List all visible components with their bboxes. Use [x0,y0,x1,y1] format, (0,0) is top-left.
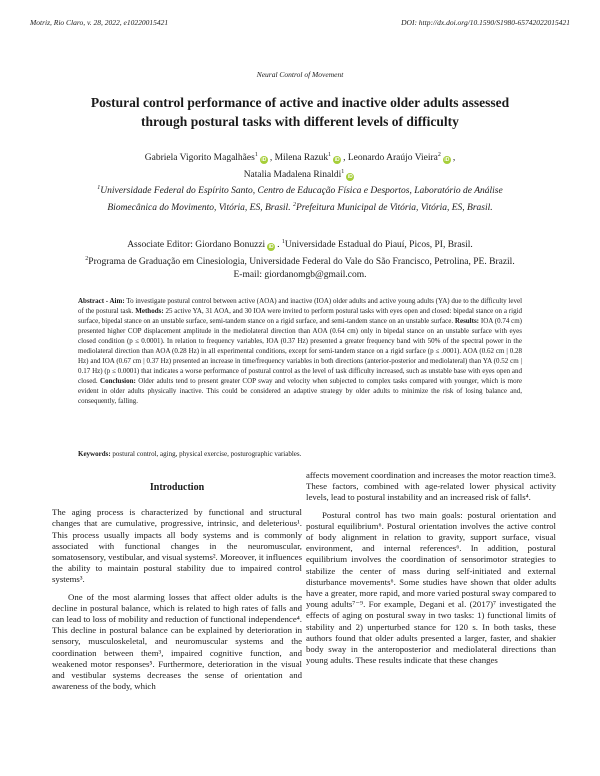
associate-editor: Associate Editor: Giordano Bonuzzi iD . $^1$Universidade Estadual do Piauí, Picos, PI, Brasil. $^2$Programa de Graduação em Cinesiologia, Universidade Federal do Vale do São Francisco, Petrolina, PE. Brazil. E-mail: giordanomgb@gmail.com. [85,239,515,281]
abstract-conclusion: Older adults tend to present greater COP sway and velocity when subjected to complex tasks compared with younger, which is more evident in older adults physically inactive. This could be considered an adaptive strategy by older adults to minimize the risk of losing balance and, consequently, falling. [78,377,523,405]
body-column-right [306,470,556,666]
orcid-icon[interactable]: iD [347,174,353,181]
affiliation-2: Prefeitura Municipal de Vitória, Vitória, ES, Brasil. [295,202,493,213]
author-name: Gabriela Vigorito Magalhães [144,153,255,164]
section-heading-introduction: Introduction [149,482,205,493]
orcid-icon[interactable]: iD [261,157,267,164]
abstract-aim-label: Abstract - Aim: [78,297,125,305]
abstract-results-label: Results: [454,317,480,325]
section-label: Neural Control of Movement [256,70,344,79]
author-name: Leonardo Araújo Vieira [347,153,438,164]
affiliation-1: Universidade Federal do Espírito Santo, Centro de Educação Física e Desportos, Laboratório de Análise Biomecânica do Movimento, Vitória, ES, Brasil. [100,186,503,213]
paper-title: Postural control performance of active and inactive older adults assessed through postural tasks with different levels of difficulty [90,95,510,129]
author-name: Natalia Madalena Rinaldi [243,170,342,181]
paragraph: affects movement coordination and increases the motor reaction time3. These factors, combined with age-related lower physical activity levels, lead to postural instability and an increased risk of falls⁴. [306,470,556,503]
editor-affiliation-2: Programa de Graduação em Cinesiologia, Universidade Federal do Vale do São Francisco, Petrolina, PE. Brazil. E-mail: giordanomgb@gmail.com. [88,256,515,281]
affiliation-mark: 2 [292,201,296,208]
body-column-left [52,470,302,692]
author-list: Gabriela Vigorito Magalhães$^1$iD , Milena Razuk$^1$iD , Leonardo Araújo Vieira$^2$iD , Natalia Madalena Rinaldi$^1$iD [144,152,456,181]
orcid-icon[interactable]: iD [268,244,274,251]
keywords-label: Keywords: [78,450,111,458]
paragraph: The aging process is characterized by functional and structural changes that are cumulative, progressive, intrinsic, and deleterious¹. This process usually impacts all body systems and is commonly associated with functional changes in the neuromuscular, somatosensory, vestibular, and visual systems². Moreover, it influences the ability to maintain postural stability due to impaired control systems³. [52,507,302,585]
editor-affiliation-1: Universidade Estadual do Piauí, Picos, PI, Brasil. [284,240,473,251]
keywords [78,449,522,459]
affiliations [80,182,520,215]
author-affiliation-mark: 1 [341,169,345,176]
paragraph: One of the most alarming losses that affect older adults is the decline in postural balance, which is related to high rates of falls and can lead to loss of mobility and reduction of functional independence⁴. This decline in postural balance can be explained by deterioration in sensory, musculoskeletal, and neuromuscular systems and the coordination between them³, impaired cognitive function, and weakened motor responses⁵. Furthermore, deterioration in the visual and vestibular systems decreases the sense of orientation and awareness of the body, which [52,591,302,692]
orcid-icon[interactable]: iD [334,157,340,164]
abstract-conclusion-label: Conclusion: [100,377,136,385]
running-header [30,18,570,27]
paragraph: Postural control has two main goals: postural orientation and postural equilibrium⁶. Postural orientation involves the active control of body alignment in relation to gravity, support surface, visual environment, and internal references⁶. In addition, postural equilibrium involves the coordination of sensorimotor strategies to stabilize the center of mass during self-initiated and external disturbance movements⁶. Some studies have shown that older adults have a greater, more rapid, and more varied postural sway compared to young adults⁷⁻⁹. For example, Degani et al. (2017)⁷ investigated the effects of aging on postural sway in two tasks: 1) functional limits of stability and 2) unperturbed stance for 120 s. In both tasks, these authors found that older adults presented a larger, faster, and shakier body sway in the anteroposterior and mediolateral directions than young adults. These results indicate that these changes [306,509,557,666]
affiliation-mark: 1 [97,185,101,191]
doi-link[interactable]: DOI: http://dx.doi.org/10.1590/S1980-65742022015421 [401,18,570,27]
orcid-icon[interactable]: iD [444,157,450,164]
abstract [78,296,522,406]
keywords-text: postural control, aging, physical exercise, posturographic variables. [112,450,302,458]
journal-citation: Motriz, Rio Claro, v. 28, 2022, e10220015421 [30,18,169,27]
editor-affiliation-mark: 2 [85,255,89,262]
author-affiliation-mark: 1 [328,152,332,158]
editor-label: Associate Editor: Giordano Bonuzzi [127,240,266,251]
editor-affiliation-mark: 1 [281,239,285,245]
author-affiliation-mark: 1 [254,152,258,158]
abstract-results: IOA (0.74 cm) presented higher COP displacement amplitude in the mediolateral direction than AOA (0.64 cm) only in bipedal stance on an unstable surface with eyes closed condition (p ≤ 0.0001). In relation to frequency variables, IOA (0.37 Hz) presented a greater frequency band with 50% of the spectral power in the mediolateral direction than AOA (0.28 Hz) in all experimental conditions, except for semi-tandem stance on a rigid surface (p ≤ .0001). AOA (0.62 cm | 0.28 Hz) and IOA (0.67 cm | 0.37 Hz) presented an increase in time/frequency variables in both directions (anterior-posterior and mediolateral) than YA (0.52 cm | 0.17 Hz) (p ≤ 0.0001) that indicates a worse performance of postural control as the level of task difficulty increased, such as unstable base with eyes open and closed. [78,317,523,385]
author-affiliation-mark: 2 [437,152,441,158]
abstract-methods-label: Methods: [135,307,164,315]
abstract-methods: 25 active YA, 31 AOA, and 30 IOA were invited to perform postural tasks with eyes open and closed: bipedal stance on a rigid surface, bipedal stance on an unstable surface, semi-tandem stance on a rigid surface, and semi-tandem stance on an unstable surface. [78,307,523,325]
author-name: Milena Razuk [274,153,329,164]
abstract-aim: To investigate postural control between active (AOA) and inactive (IOA) older adults and active young adults (YA) due to the difficulty level of the postural task. [78,297,523,315]
